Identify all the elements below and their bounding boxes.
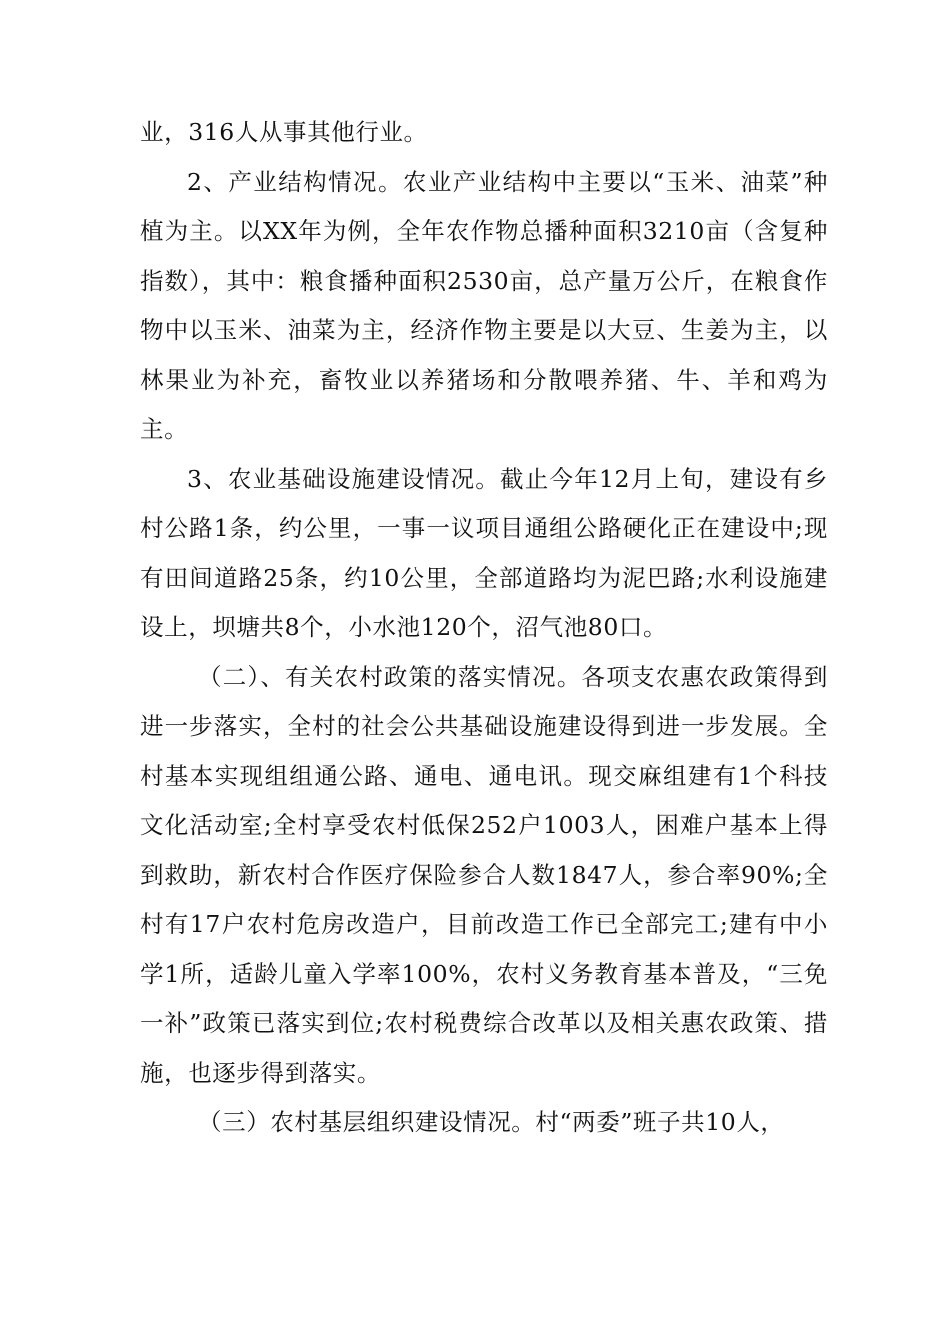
paragraph-continuation: 业，316人从事其他行业。 [140,118,428,146]
paragraph-policy-implementation: （二）、有关农村政策的落实情况。各项支农惠农政策得到进一步落实，全村的社会公共基础设施建设得到进一步发展。全村基本实现组组通公路、通电、通电讯。现交麻组建有1个科技文化活动室;全村享受农村低保252户1003人，困难户基本上得到救助，新农村合作医疗保险参合人数1847人，参合率90%;全村有17户农村危房改造户，目前改造工作已全部完工;建有中小学1所，适龄儿童入学率100%，农村义务教育基本普及，“三免一补”政策已落实到位;农村税费综合改革以及相关惠农政策、措施，也逐步得到落实。 [140,662,828,1087]
paragraph-grassroots-organization: （三）农村基层组织建设情况。村“两委”班子共10人， [198,1108,785,1136]
document-body [140,108,828,1148]
paragraph-industry-structure: 2、产业结构情况。农业产业结构中主要以“玉米、油菜”种植为主。以XX年为例，全年农作物总播种面积3210亩（含复种指数），其中：粮食播种面积2530亩，总产量万公斤，在粮食作物中以玉米、油菜为主，经济作物主要是以大豆、生姜为主，以林果业为补充，畜牧业以养猪场和分散喂养猪、牛、羊和鸡为主。 [140,167,828,443]
paragraph-infrastructure: 3、农业基础设施建设情况。截止今年12月上旬，建设有乡村公路1条，约公里，一事一议项目通组公路硬化正在建设中;现有田间道路25条，约10公里，全部道路均为泥巴路;水利设施建设上，坝塘共8个，小水池120个，沼气池80口。 [140,464,828,641]
